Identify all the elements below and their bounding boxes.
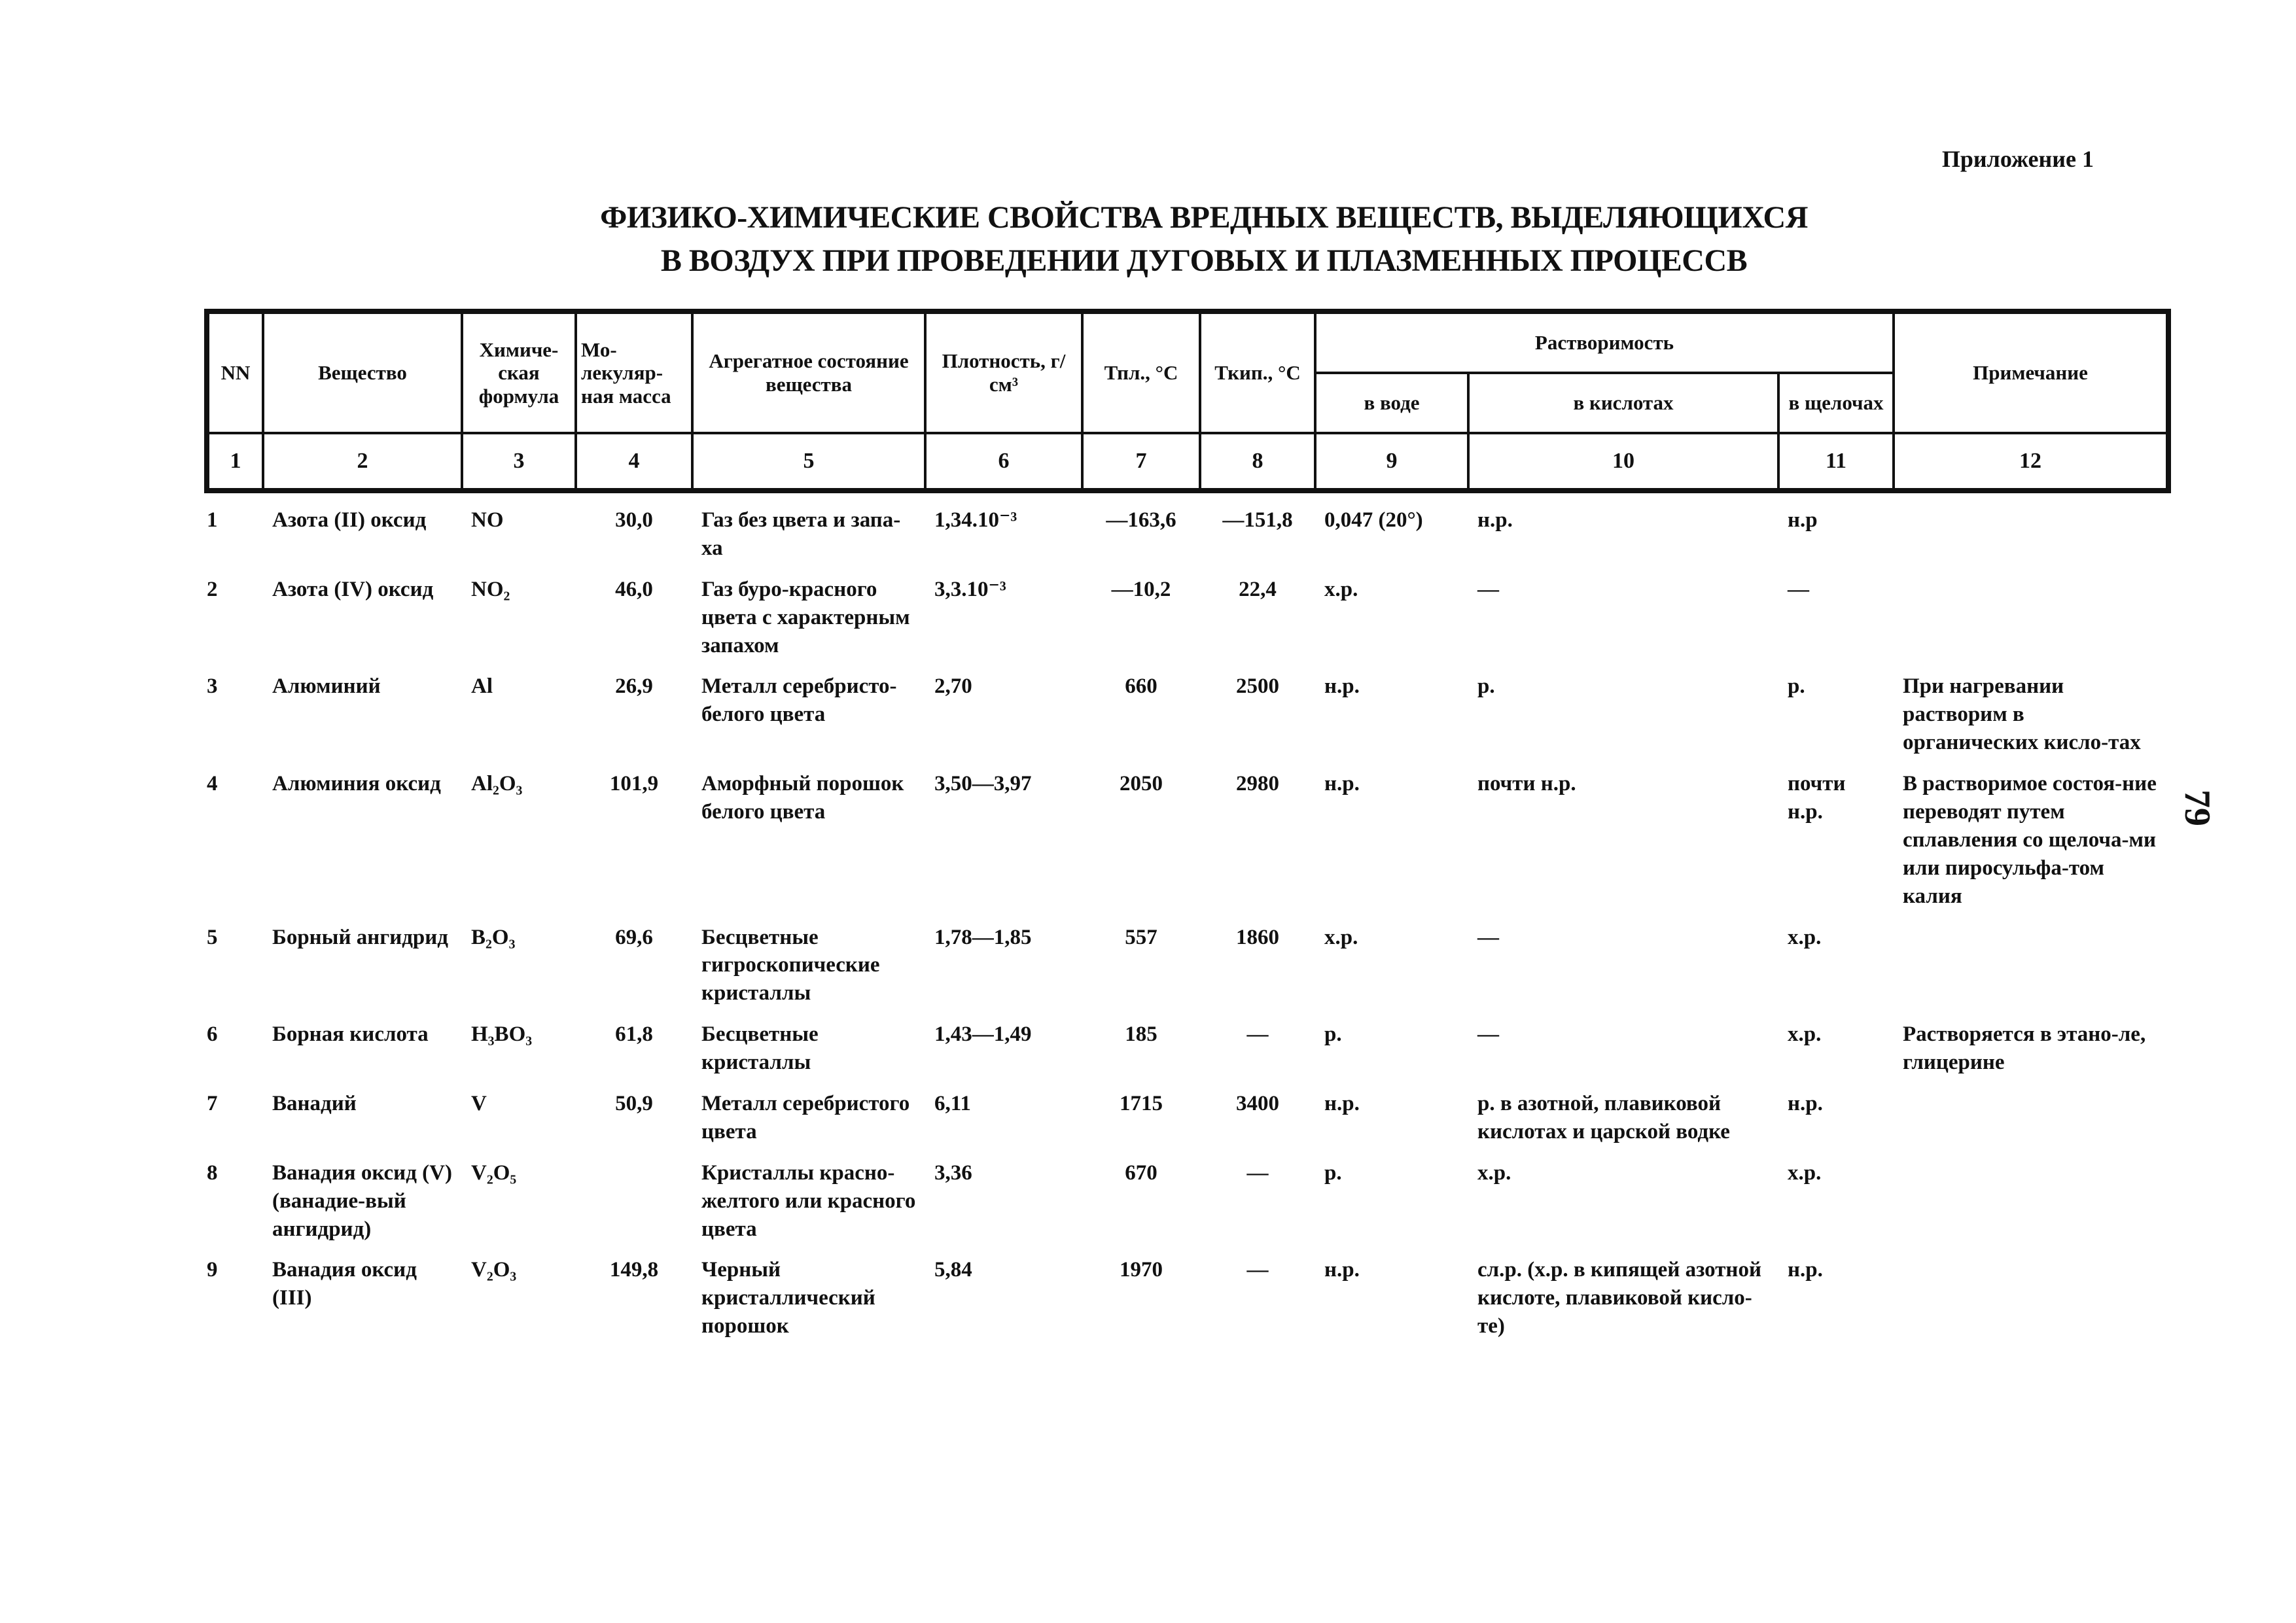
cell-density: 3,36 [934,1161,972,1185]
properties-table [204,309,2171,1344]
cell-formula: NO₂ [471,577,510,601]
cell-solubility-water: н.р. [1324,1258,1360,1282]
column-number: 5 [692,433,925,491]
table-body [207,491,2168,1344]
cell-solubility-alkali: н.р [1788,508,1818,532]
cell-mass: 61,8 [615,1022,653,1047]
cell-solubility-acids: х.р. [1477,1161,1511,1185]
cell-boiling-point: 2980 [1236,772,1279,796]
cell-note: В растворимое состоя-ние переводят путем сплавления со щелоча-ми или пиросульфа-том калия [1903,772,2157,908]
column-number: 8 [1200,433,1315,491]
cell-substance: Алюминий [272,674,381,699]
header-in-water: в воде [1315,373,1468,433]
cell-melting-point: 557 [1125,925,1157,949]
cell-solubility-water: р. [1324,1161,1342,1185]
cell-note: При нагревании растворим в органических кисло-тах [1903,674,2141,755]
cell-state: Черный кристаллический порошок [701,1258,875,1338]
cell-boiling-point: 2500 [1236,674,1279,699]
column-number: 9 [1315,433,1468,491]
cell-formula: V [471,1092,487,1116]
cell-note [1894,1081,2168,1150]
cell-boiling-point: — [1246,1258,1269,1282]
column-number: 2 [263,433,462,491]
cell-substance: Азота (II) оксид [272,508,427,532]
cell-density: 1,78—1,85 [934,925,1032,949]
column-number: 7 [1082,433,1200,491]
cell-substance: Ванадия оксид (III) [272,1258,417,1310]
cell-boiling-point: — [1246,1022,1269,1047]
cell-note: Растворяется в этано-ле, глицерине [1903,1022,2146,1075]
cell-substance: Алюминия оксид [272,772,441,796]
header-formula: Химиче-ская формула [462,311,576,433]
cell-note [1894,1247,2168,1344]
cell-state: Кристаллы красно-желтого или красного цвета [701,1161,916,1241]
cell-solubility-alkali: почти н.р. [1788,772,1846,824]
cell-melting-point: —163,6 [1106,508,1176,532]
cell-mass: 50,9 [615,1092,653,1116]
cell-solubility-alkali: х.р. [1788,1161,1822,1185]
cell-substance: Борная кислота [272,1022,429,1047]
cell-melting-point: 1715 [1120,1092,1163,1116]
cell-solubility-alkali: х.р. [1788,1022,1822,1047]
page-number: 79 [2177,790,2217,826]
header-density: Плотность, г/см³ [925,311,1082,433]
header-melting-point: Тпл., °С [1082,311,1200,433]
cell-solubility-acids: — [1477,1022,1499,1047]
cell-solubility-alkali: — [1788,577,1809,601]
cell-density: 1,43—1,49 [934,1022,1032,1047]
cell-state: Бесцветные кристаллы [701,1022,819,1075]
cell-solubility-acids: р. в азотной, плавиковой кислотах и царской водке [1477,1092,1730,1143]
cell-solubility-alkali: н.р. [1788,1092,1823,1116]
cell-solubility-water: х.р. [1324,577,1358,601]
cell-formula: H₃BO₃ [471,1022,533,1047]
cell-state: Металл серебристо-белого цвета [701,674,897,727]
column-number: 3 [462,433,576,491]
cell-state: Аморфный порошок белого цвета [701,772,904,824]
column-number: 1 [207,433,263,491]
cell-state: Металл серебристого цвета [701,1092,910,1143]
cell-boiling-point: 1860 [1236,925,1279,949]
cell-boiling-point: — [1246,1161,1269,1185]
cell-boiling-point: 3400 [1236,1092,1279,1116]
header-boiling-point: Ткип., °С [1200,311,1315,433]
cell-density: 1,34.10⁻³ [934,508,1017,532]
header-solubility: Растворимость [1315,311,1894,373]
table-row [207,491,2168,567]
title-line-1: ФИЗИКО-ХИМИЧЕСКИЕ СВОЙСТВА ВРЕДНЫХ ВЕЩЕСТВ, ВЫДЕЛЯЮЩИХСЯ [600,200,1808,235]
cell-solubility-acids: почти н.р. [1477,772,1576,796]
cell-state: Газ буро-красного цвета с характерным запахом [701,577,910,657]
cell-solubility-acids: сл.р. (х.р. в кипящей азотной кислоте, плавиковой кисло-те) [1477,1258,1761,1338]
appendix-label: Приложение 1 [1941,146,2094,172]
cell-substance: Ванадия оксид (V) (ванадие-вый ангидрид) [272,1161,452,1241]
cell-density: 3,50—3,97 [934,772,1032,796]
table-header [207,311,2168,491]
cell-substance: Ванадий [272,1092,357,1116]
cell-nn: 7 [207,1092,218,1116]
cell-solubility-acids: н.р. [1477,508,1513,532]
cell-nn: 6 [207,1022,218,1047]
cell-solubility-water: 0,047 (20°) [1324,508,1423,532]
table-row [207,1011,2168,1081]
table-row [207,1150,2168,1248]
cell-density: 5,84 [934,1258,972,1282]
cell-formula: NO [471,508,504,532]
cell-nn: 9 [207,1258,218,1282]
cell-melting-point: 660 [1125,674,1157,699]
cell-solubility-alkali: р. [1788,674,1805,699]
cell-formula: V₂O₅ [471,1161,517,1185]
cell-density: 2,70 [934,674,972,699]
cell-melting-point: —10,2 [1111,577,1171,601]
table-row [207,1247,2168,1344]
cell-melting-point: 185 [1125,1022,1157,1047]
cell-nn: 4 [207,772,218,796]
title-line-2: В ВОЗДУХ ПРИ ПРОВЕДЕНИИ ДУГОВЫХ И ПЛАЗМЕННЫХ ПРОЦЕССВ [660,243,1748,278]
header-aggregate-state: Агрегатное состояние вещества [692,311,925,433]
column-number: 10 [1468,433,1778,491]
cell-mass: 30,0 [615,508,653,532]
table-row [207,915,2168,1012]
table-row [207,1081,2168,1150]
cell-melting-point: 2050 [1120,772,1163,796]
cell-melting-point: 1970 [1120,1258,1163,1282]
table-row [207,663,2168,761]
cell-nn: 8 [207,1161,218,1185]
cell-density: 3,3.10⁻³ [934,577,1006,601]
cell-solubility-acids: — [1477,577,1499,601]
table-row [207,567,2168,664]
cell-solubility-alkali: х.р. [1788,925,1822,949]
cell-melting-point: 670 [1125,1161,1157,1185]
cell-nn: 1 [207,508,218,532]
cell-note [1894,915,2168,1012]
cell-note [1894,491,2168,567]
cell-nn: 3 [207,674,218,699]
cell-solubility-acids: — [1477,925,1499,949]
cell-mass: 149,8 [609,1258,659,1282]
table-row [207,761,2168,914]
cell-solubility-water: н.р. [1324,1092,1360,1116]
cell-substance: Борный ангидрид [272,925,448,949]
cell-mass [576,1150,692,1248]
cell-state: Газ без цвета и запа-ха [701,508,901,560]
cell-note [1894,567,2168,664]
document-title [458,196,1950,283]
cell-density: 6,11 [934,1092,971,1116]
cell-solubility-water: н.р. [1324,674,1360,699]
header-nn: NN [207,311,263,433]
cell-note [1894,1150,2168,1248]
cell-boiling-point: 22,4 [1239,577,1277,601]
column-number: 4 [576,433,692,491]
cell-mass: 69,6 [615,925,653,949]
cell-solubility-water: р. [1324,1022,1342,1047]
cell-formula: V₂O₃ [471,1258,517,1282]
cell-solubility-water: н.р. [1324,772,1360,796]
cell-nn: 5 [207,925,218,949]
cell-boiling-point: —151,8 [1222,508,1293,532]
cell-substance: Азота (IV) оксид [272,577,434,601]
header-molecular-mass: Мо-лекуляр-ная масса [576,311,692,433]
column-numbers-row [207,433,2168,491]
cell-solubility-alkali: н.р. [1788,1258,1823,1282]
header-in-acids: в кислотах [1468,373,1778,433]
header-in-alkali: в щелочах [1778,373,1894,433]
cell-formula: B₂O₃ [471,925,516,949]
cell-mass: 101,9 [609,772,659,796]
header-note: Примечание [1894,311,2168,433]
cell-solubility-water: х.р. [1324,925,1358,949]
cell-state: Бесцветные гигроскопические кристаллы [701,925,880,1005]
cell-mass: 26,9 [615,674,653,699]
cell-formula: Al [471,674,493,699]
column-number: 12 [1894,433,2168,491]
cell-solubility-acids: р. [1477,674,1495,699]
column-number: 6 [925,433,1082,491]
cell-mass: 46,0 [615,577,653,601]
cell-nn: 2 [207,577,218,601]
column-number: 11 [1778,433,1894,491]
cell-formula: Al₂O₃ [471,772,523,796]
header-substance: Вещество [263,311,462,433]
